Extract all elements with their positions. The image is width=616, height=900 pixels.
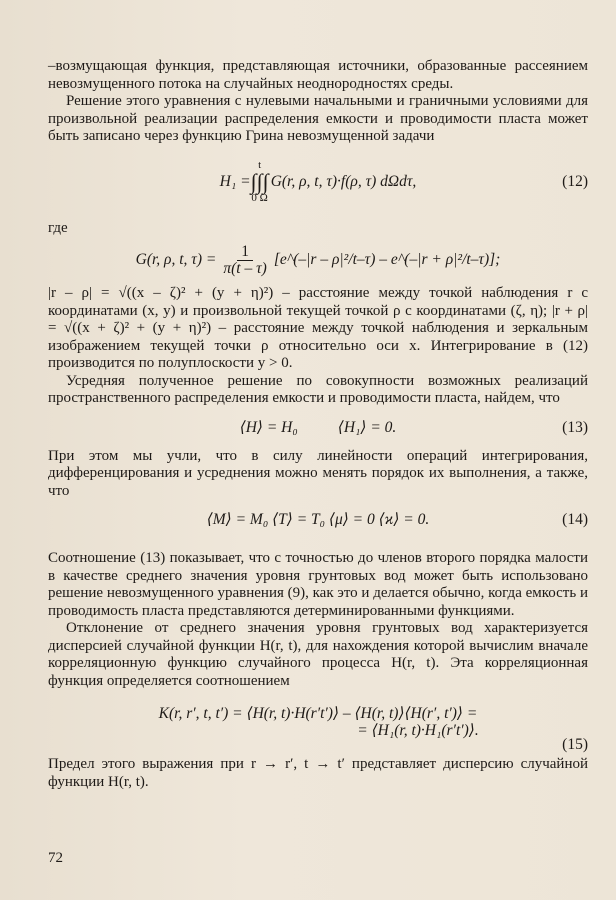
paragraph-1: –возмущающая функция, представляющая источники, образованные рассеянием невозмущенного потока на случайных неоднородностях среды.: [48, 58, 588, 92]
paragraph-6: Соотношение (13) показывает, что с точностью до членов второго порядка малости в качестве среднего значения уровня грунтовых вод может быть использовано решение невозмущенного уравнения (9), как это и делается обычно, когда емкость и проводимость пласта представляются детерминированными функциями.: [48, 550, 588, 619]
eq12-integrand: G(r, ρ, t, τ)·f(ρ, τ) dΩdτ,: [270, 172, 417, 190]
equation-13: [48, 408, 588, 448]
page-text: [48, 58, 588, 791]
eqG-denominator: π(t – τ): [223, 259, 267, 277]
eq15-lines: [157, 705, 478, 740]
paragraph-7: Отклонение от среднего значения уровня грунтовых вод характеризуется дисперсией случайной функции H(r, t), для нахождения которой вычислим вначале корреляционную функцию случайного процесса H(r, t). Эта корреляционная функция определяется соотношением: [48, 620, 588, 689]
eq13-left: ⟨H⟩ = H₀: [239, 418, 298, 436]
equation-number-12: (12): [562, 172, 588, 190]
eqG-fraction: [219, 244, 270, 277]
equation-number-15: (15): [562, 736, 588, 753]
equation-12: [48, 150, 588, 214]
integral-upper-limit: t: [258, 158, 262, 171]
word-gde: где: [48, 219, 68, 236]
eq14-text: ⟨M⟩ = M₀ ⟨T⟩ = T₀ ⟨μ⟩ = 0 ⟨ϰ⟩ = 0.: [206, 511, 430, 529]
eq15-line-2: = ⟨H₁(r, t)·H₁(r′t′)⟩.: [357, 722, 479, 739]
equation-green-function: [48, 237, 588, 283]
equation-14: [48, 500, 588, 540]
paragraph-4: Усредняя полученное решение по совокупности возможных реализаций пространственного распределения емкости и проводимости пласта, найдем, что: [48, 372, 588, 406]
equation-15: [48, 694, 588, 753]
page-number: 72: [48, 850, 63, 866]
equation-number-14: (14): [562, 511, 588, 529]
paragraph-3: |r – ρ| = √((x – ζ)² + (y + η)²) – расстояние между точкой наблюдения r с координатами (x, y) и произвольной текущей точкой ρ с координатами (ζ, η); |r + ρ| = √((x + ζ)² + (y + η)²) – расстояние между точкой наблюдения и зеркальным изображением текущей точки ρ относительно оси x. Интегрирование в (12) производится по полуплоскости y > 0.: [48, 285, 588, 371]
integral-lower-limit: 0: [251, 191, 257, 204]
paragraph-8: Предел этого выражения при r → r′, t → t′ представляет дисперсию случайной функции H(r, t).: [48, 756, 588, 790]
equation-number-13: (13): [562, 418, 588, 436]
eq12-lhs: H₁ =: [219, 172, 251, 190]
paragraph-5: При этом мы учли, что в силу линейности операций интегрирования, дифференцирования и усреднения можно менять порядок их выполнения, а также, что: [48, 447, 588, 499]
integral-domain: Ω: [259, 191, 268, 204]
integral-sign: t ∫∫∫ 0 Ω: [250, 158, 269, 204]
eqG-numerator: 1: [237, 244, 253, 261]
eqG-bracket: [e^(–|r – ρ|²/t–τ) – e^(–|r + ρ|²/t–τ)];: [273, 251, 501, 269]
eq15-line-1: K(r, r′, t, t′) = ⟨H(r, t)·H(r′t′)⟩ – ⟨H(r, t)⟩⟨H(r′, t′)⟩ =: [158, 704, 478, 722]
eq13-right: ⟨H₁⟩ = 0.: [337, 418, 397, 436]
paragraph-2: Решение этого уравнения с нулевыми начальными и граничными условиями для произвольной реализации распределения емкости и проводимости пласта может быть записано через функцию Грина невозмущенной задачи: [48, 93, 588, 144]
eqG-lhs: G(r, ρ, t, τ) =: [135, 251, 217, 269]
